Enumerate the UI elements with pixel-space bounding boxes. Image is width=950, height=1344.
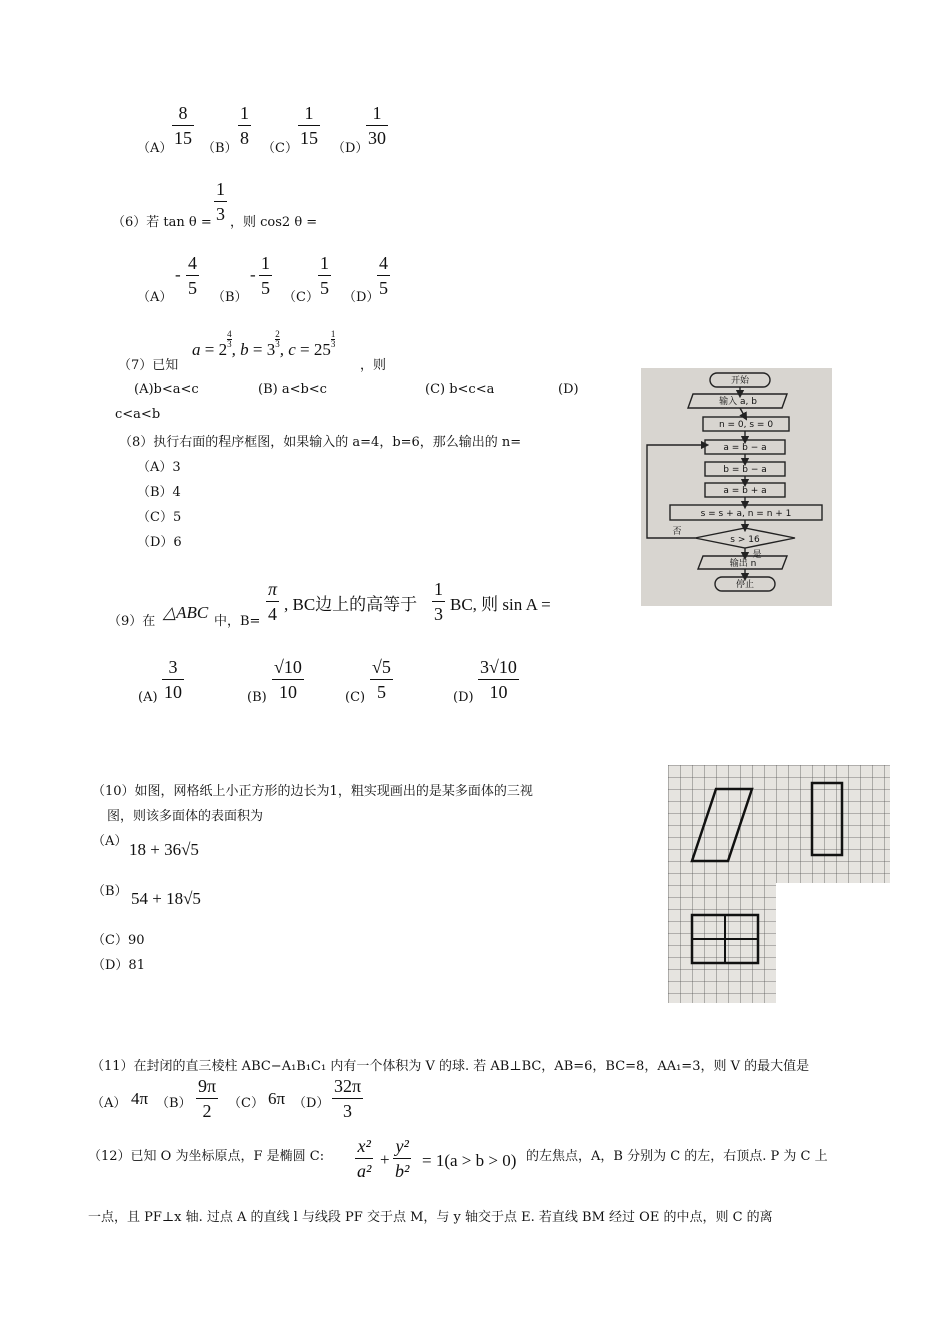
- flow-input-text: 输入 a, b: [719, 397, 757, 407]
- numerator: 3√10: [480, 657, 517, 677]
- exp-den: 3: [227, 339, 232, 349]
- q7-opt-a: (A)b<a<c: [134, 382, 199, 397]
- q7-suffix: ，则: [360, 358, 387, 373]
- q10-stem-line1: （10）如图，网格纸上小正方形的边长为1，粗实现画出的是某多面体的三视: [92, 784, 533, 799]
- numerator: 9π: [198, 1076, 217, 1096]
- q9-height-fraction: [432, 579, 445, 624]
- q11-opt-c-label: （C）: [228, 1096, 264, 1111]
- q11-opt-b-label: （B）: [156, 1096, 192, 1111]
- q7-c-exponent: [331, 330, 336, 349]
- q5-opt-b-label: （B）: [202, 141, 238, 156]
- q10-opt-b-value: 54 + 18√5: [131, 889, 201, 908]
- exp-num: 2: [275, 329, 280, 339]
- exp-den: 3: [275, 339, 280, 349]
- exp-num: 1: [330, 329, 336, 339]
- q12-x-fraction: [355, 1136, 373, 1181]
- denominator: 4: [268, 604, 278, 624]
- q12-y-fraction: [393, 1136, 411, 1181]
- q12-plus: +: [380, 1150, 390, 1169]
- flow-cond-text: s > 16: [730, 535, 760, 545]
- q6-opt-c-label: （C）: [283, 290, 319, 305]
- q6-opt-d-label: （D）: [343, 290, 380, 305]
- three-view-svg: [668, 765, 890, 1003]
- eq-sign: =: [248, 340, 267, 359]
- q8-opt-c: （C）5: [137, 510, 182, 525]
- q6-tan-fraction: [214, 179, 227, 224]
- eq-sign: =: [295, 340, 314, 359]
- q7-b-base: 3: [266, 340, 276, 359]
- flow-init-text: n = 0, s = 0: [718, 420, 774, 430]
- q7-opt-b: (B) a<b<c: [258, 382, 327, 397]
- q9-opt-a-fraction: [162, 657, 184, 702]
- q5-opt-c-label: （C）: [262, 141, 298, 156]
- q8-stem: （8）执行右面的程序框图，如果输入的 a=4，b=6，那么输出的 n=: [119, 435, 522, 450]
- q9-condition: , BC边上的高等于: [284, 595, 418, 614]
- denominator: 3: [216, 204, 225, 224]
- q11-opt-b-fraction: [196, 1076, 218, 1121]
- denominator: 2: [202, 1101, 212, 1121]
- three-view-figure: [668, 765, 890, 1003]
- numerator: 4: [379, 253, 388, 273]
- numerator: 32π: [334, 1076, 362, 1096]
- q12-suffix: 的左焦点，A，B 分别为 C 的左，右顶点. P 为 C 上: [526, 1149, 828, 1164]
- denominator: 5: [320, 278, 329, 298]
- denominator: 5: [261, 278, 270, 298]
- denominator: 10: [489, 682, 508, 702]
- denominator: 15: [174, 128, 192, 148]
- denominator: 8: [240, 128, 249, 148]
- numerator: 1: [216, 179, 225, 199]
- q9-tail: BC, 则 sin A =: [450, 595, 551, 614]
- denominator: b²: [395, 1161, 410, 1181]
- q7-opt-d-cont: c<a<b: [115, 407, 161, 422]
- exp-den: 3: [330, 339, 336, 349]
- q11-opt-d-fraction: [332, 1076, 363, 1121]
- flowchart-figure: [641, 368, 832, 606]
- q5-opt-b-fraction: [238, 103, 251, 148]
- q8-opt-b: （B）4: [137, 485, 181, 500]
- numerator: π: [268, 579, 278, 599]
- flow-no-text: 否: [672, 527, 682, 537]
- q8-opt-d: （D）6: [137, 535, 182, 550]
- numerator: √10: [274, 657, 302, 677]
- numerator: 4: [188, 253, 197, 273]
- q6-opt-a-fraction: [186, 253, 199, 298]
- q5-opt-a-label: （A）: [137, 141, 173, 156]
- numerator: 1: [372, 103, 382, 123]
- q5-opt-d-fraction: [366, 103, 388, 148]
- denominator: 15: [300, 128, 318, 148]
- q9-opt-b-label: (B): [247, 690, 267, 705]
- q9-opt-c-fraction: [370, 657, 393, 702]
- eq-sign: =: [200, 340, 219, 359]
- flow-loop-line: [647, 445, 705, 538]
- q7-a-base: 2: [218, 340, 228, 359]
- q11-stem: （11）在封闭的直三棱柱 ABC−A₁B₁C₁ 内有一个体积为 V 的球. 若 AB⊥BC，AB=6，BC=8，AA₁=3，则 V 的最大值是: [91, 1059, 810, 1074]
- numerator: 1: [240, 103, 249, 123]
- q9-opt-a-label: (A): [138, 690, 158, 705]
- flow-step1-text: a = b − a: [723, 443, 767, 453]
- q9-triangle: △ABC: [163, 603, 209, 622]
- q12-equation-rest: = 1(a > b > 0): [422, 1151, 517, 1170]
- q7-expression: [192, 329, 336, 360]
- q5-opt-d-label: （D）: [332, 141, 369, 156]
- q6-opt-b-fraction: [259, 253, 272, 298]
- q11-opt-c-value: 6π: [268, 1089, 286, 1108]
- q5-opt-c-fraction: [298, 103, 320, 148]
- q9-opt-c-label: (C): [345, 690, 366, 705]
- numerator: 1: [304, 103, 314, 123]
- q7-c-var: , c: [279, 340, 296, 359]
- q9-prefix: （9）在: [108, 614, 156, 629]
- q5-opt-a-fraction: [172, 103, 194, 148]
- denominator: 3: [343, 1101, 353, 1121]
- flow-output-text: 输出 n: [729, 559, 757, 569]
- numerator: 1: [320, 253, 329, 273]
- q7-opt-d: (D): [558, 382, 579, 397]
- q9-mid: 中，B=: [214, 614, 261, 629]
- denominator: a²: [357, 1161, 372, 1181]
- flow-stop-text: 停止: [735, 580, 755, 590]
- q10-opt-a-value: 18 + 36√5: [129, 840, 199, 859]
- q10-opt-d: （D）81: [92, 958, 145, 973]
- q11-opt-a-value: 4π: [131, 1089, 149, 1108]
- q7-c-base: 25: [313, 340, 331, 359]
- q10-stem-line2: 图，则该多面体的表面积为: [107, 809, 264, 824]
- numerator: 8: [178, 103, 188, 123]
- q6-opt-c-fraction: [318, 253, 331, 298]
- q6-opt-b-label: （B）: [212, 290, 248, 305]
- q9-opt-d-fraction: [478, 657, 519, 702]
- denominator: 10: [164, 682, 182, 702]
- q10-opt-c: （C）90: [92, 933, 145, 948]
- q10-opt-b-label: （B）: [92, 884, 128, 899]
- flowchart-svg: [641, 368, 832, 606]
- grid-lines: [668, 765, 890, 1003]
- numerator: x²: [357, 1136, 371, 1156]
- flow-start-text: 开始: [730, 376, 750, 386]
- q6-opt-a-sign: -: [175, 265, 181, 284]
- q7-prefix: （7）已知: [118, 358, 179, 373]
- numerator: 1: [261, 253, 270, 273]
- q9-b-fraction: [266, 579, 279, 624]
- q9-opt-b-fraction: [272, 657, 304, 702]
- q7-opt-c: (C) b<c<a: [425, 382, 495, 397]
- q6-prefix: （6）若 tan θ =: [112, 215, 212, 230]
- q6-opt-d-fraction: [377, 253, 390, 298]
- flow-step4-text: s = s + a, n = n + 1: [700, 509, 792, 519]
- q6-suffix: ，则 cos2 θ =: [230, 215, 318, 230]
- q6-opt-a-label: （A）: [137, 290, 173, 305]
- q10-opt-a-label: （A）: [92, 834, 128, 849]
- denominator: 5: [379, 278, 388, 298]
- q8-opt-a: （A）3: [137, 460, 181, 475]
- q7-b-var: , b: [231, 340, 249, 359]
- q11-opt-a-label: （A）: [91, 1096, 127, 1111]
- denominator: 5: [376, 682, 386, 702]
- flow-step3-text: a = b + a: [723, 486, 767, 496]
- denominator: 10: [278, 682, 297, 702]
- q11-opt-d-label: （D）: [293, 1096, 330, 1111]
- flow-step2-text: b = b − a: [723, 465, 767, 475]
- flow-yes-text: 是: [752, 550, 762, 560]
- q12-prefix: （12）已知 O 为坐标原点，F 是椭圆 C:: [88, 1149, 325, 1164]
- q9-opt-d-label: (D): [453, 690, 474, 705]
- denominator: 3: [434, 604, 443, 624]
- q6-opt-b-sign: -: [250, 265, 256, 284]
- numerator: 1: [434, 579, 443, 599]
- denominator: 30: [368, 128, 386, 148]
- exp-num: 4: [227, 329, 232, 339]
- q12-line2: 一点，且 PF⊥x 轴. 过点 A 的直线 l 与线段 PF 交于点 M，与 y 轴交于点 E. 若直线 BM 经过 OE 的中点，则 C 的离: [88, 1210, 773, 1225]
- numerator: 3: [168, 657, 178, 677]
- q7-a-var: a: [192, 340, 201, 359]
- numerator: √5: [372, 657, 391, 677]
- numerator: y²: [395, 1136, 409, 1156]
- denominator: 5: [188, 278, 197, 298]
